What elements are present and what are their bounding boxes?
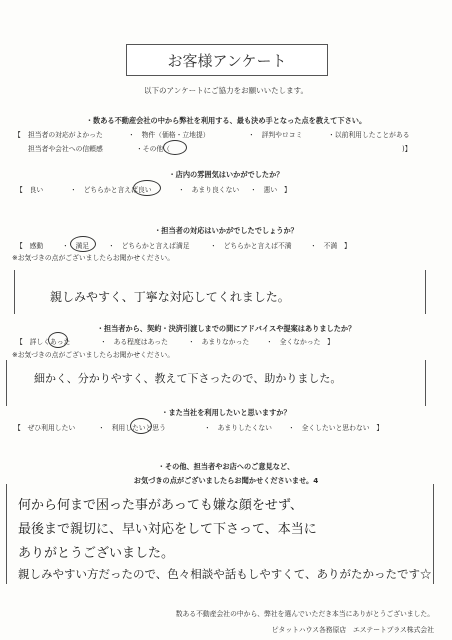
q1-bracket-close: )】: [402, 145, 412, 153]
q2-option-good[interactable]: 【 良い: [16, 186, 44, 194]
q1-option-other[interactable]: ・その他（: [136, 145, 170, 153]
q3-option-fairly-satisfied[interactable]: ・ どちらかと言えば満足: [108, 242, 190, 250]
q4-comment-note: ※お気づきの点がございましたらお聞かせください。: [12, 351, 175, 359]
footer-company: ピタットハウス各務原店 エステートプラス株式会社: [271, 626, 434, 634]
footer-thanks: 数ある不動産会社の中から、弊社を選んでいただき本当にありがとうございました。: [175, 610, 434, 618]
q2-option-bad[interactable]: ・ 悪い 】: [250, 186, 291, 194]
q4-answer: 細かく、分かりやすく、教えて下さったので、助かりました。: [34, 372, 342, 385]
question-3: ・担当者の対応はいかがでしたでしょうか？: [154, 226, 298, 235]
question-6-line1: ・その他、担当者やお店へのご意見など、: [157, 462, 295, 471]
q6-answer-line-1: 何から何まで困った事があっても嫌な顔をせず、: [18, 498, 303, 513]
q1-option-reputation[interactable]: ・ 評判やロコミ: [248, 131, 303, 139]
q3-option-fairly-unsatisfied[interactable]: ・ どちらかと言えば不満: [210, 242, 292, 250]
q2-option-not-good[interactable]: ・ あまり良くない: [178, 186, 240, 194]
q4-option-some[interactable]: ・ ある程度はあった: [100, 338, 168, 346]
question-2: ・店内の雰囲気はいかがでしたか？: [168, 170, 284, 179]
q4-option-detailed[interactable]: 【 詳しくあった: [16, 338, 71, 346]
question-1: ・数ある不動産会社の中から弊社を利用する、最も決め手となった点を教えて下さい。: [85, 116, 367, 125]
q2-option-fairly-good[interactable]: ・ どちらかと言えば良い: [70, 186, 152, 194]
q6-answer-line-4: 親しみやすい方だったので、色々相談や話もしやすくて、ありがたかったです☆: [18, 567, 432, 581]
q5-selected-circle: [130, 418, 152, 434]
q3-option-satisfied[interactable]: ・ 満足: [62, 242, 90, 250]
q5-option-would-like[interactable]: ・ 利用したいと思う: [98, 424, 166, 432]
q4-selected-circle: [48, 332, 68, 348]
q5-option-rather-not[interactable]: ・ あまりしたくない: [204, 424, 272, 432]
q6-answer-line-3: ありがとうございました。: [18, 546, 175, 561]
q1-option-property[interactable]: ・ 物件（価格・立地提）: [128, 131, 210, 139]
intro-text: 以下のアンケートにご協力をお願いいたします。: [144, 86, 308, 95]
q4-option-little[interactable]: ・ あまりなかった: [188, 338, 250, 346]
q1-bracket-open: 【: [14, 131, 21, 139]
q3-comment-note: ※お気づきの点がございましたらお聞かせください。: [12, 254, 175, 262]
q5-option-definitely[interactable]: 【 ぜひ利用したい: [14, 424, 76, 432]
q1-option-past-use[interactable]: ・以前利用したことがある: [328, 131, 410, 139]
question-6-line2: お気づきの点がございましたらお聞かせくださいませ。4: [133, 476, 319, 485]
question-5: ・また当社を利用したいと思いますか？: [161, 408, 291, 417]
q6-answer-line-2: 最後まで親切に、早い対応をして下さって、本当に: [18, 522, 317, 537]
q1-option-staff[interactable]: 担当者の対応がよかった: [28, 131, 103, 139]
q1-option-trust[interactable]: 担当者や会社への信頼感: [28, 145, 103, 153]
page-title: お客様アンケート: [126, 44, 328, 76]
q3-option-unsatisfied[interactable]: ・ 不満 】: [310, 242, 351, 250]
q2-selected-circle: [133, 180, 161, 196]
q1-selected-circle: [163, 140, 187, 155]
question-4: ・担当者から、契約・決済引渡しまでの間にアドバイスや提案はありましたか？: [96, 324, 356, 333]
q3-selected-circle: [70, 236, 96, 252]
q3-answer: 親しみやすく、丁寧な対応してくれました。: [50, 290, 290, 304]
q5-option-never[interactable]: ・ 全くしたいと思わない 】: [288, 424, 384, 432]
q4-option-none[interactable]: ・ 全くなかった 】: [266, 338, 334, 346]
q3-option-impressed[interactable]: 【 感動: [16, 242, 44, 250]
